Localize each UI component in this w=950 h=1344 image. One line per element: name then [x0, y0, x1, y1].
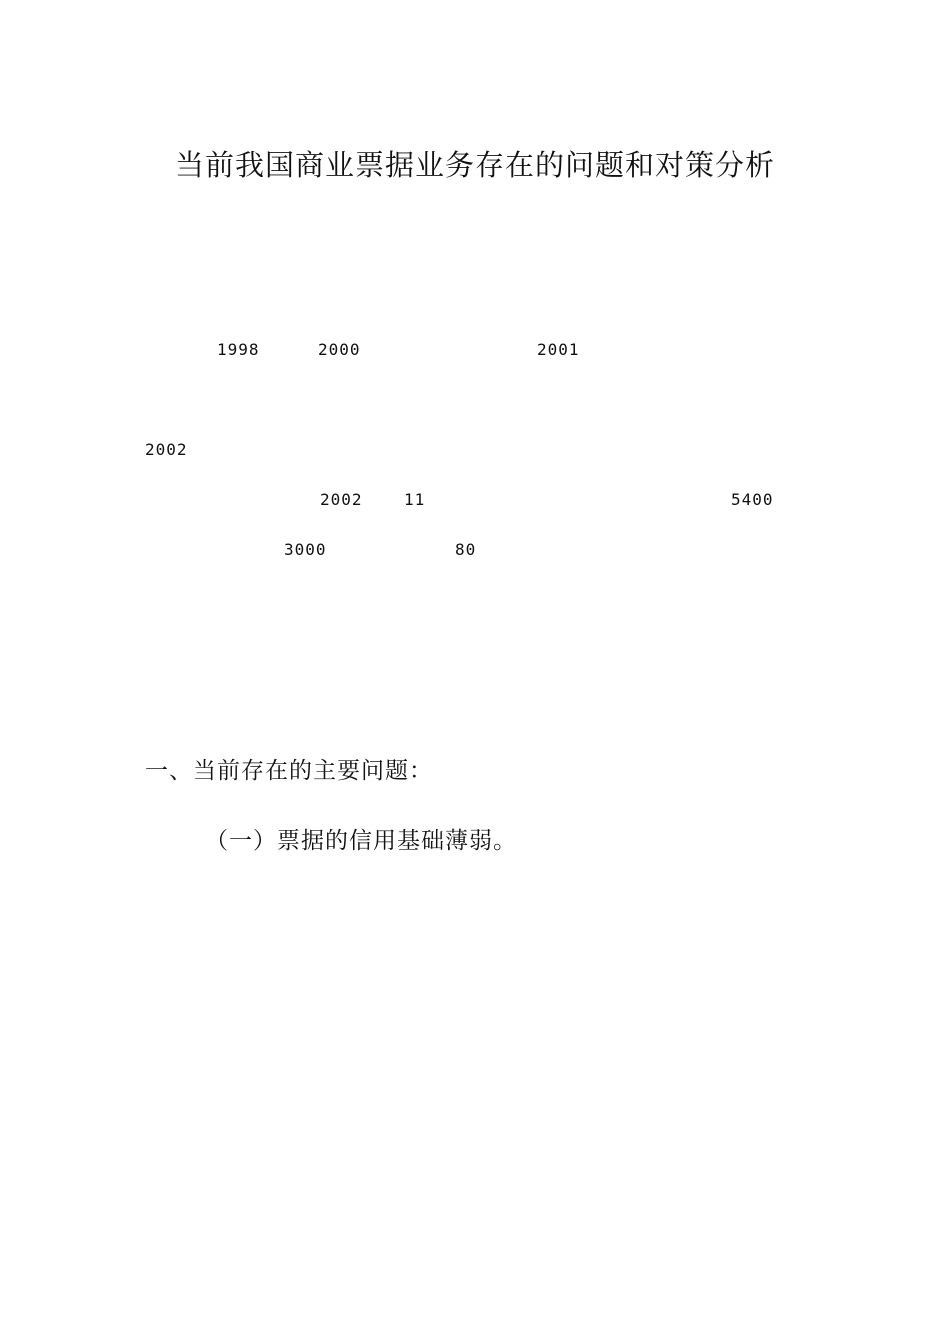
text-fragment: 2002: [320, 490, 363, 509]
text-fragment: 3000: [284, 540, 327, 559]
text-fragment: 11: [404, 490, 426, 509]
section-heading: 一、当前存在的主要问题：: [145, 758, 433, 784]
body-line-3: [0, 978, 950, 1002]
text-fragment: 5400: [731, 490, 774, 509]
intro-line-2: [0, 288, 950, 312]
text-fragment: 80: [455, 540, 477, 559]
intro-line-9: [0, 638, 950, 662]
text-fragment: 1998: [217, 340, 260, 359]
body-line-6: [0, 1128, 950, 1152]
intro-line-5: [0, 438, 950, 462]
intro-line-4: [0, 388, 950, 412]
intro-line-1: [0, 238, 950, 262]
body-line-2: [0, 928, 950, 952]
intro-line-7: [0, 538, 950, 562]
body-line-4: [0, 1028, 950, 1052]
intro-line-6: [0, 488, 950, 512]
intro-line-8: [0, 588, 950, 612]
text-fragment: 2002: [145, 440, 188, 459]
section-subheading: （一）票据的信用基础薄弱。: [205, 828, 517, 854]
body-line-5: [0, 1078, 950, 1102]
body-line-1: [0, 878, 950, 902]
intro-line-3: [0, 338, 950, 362]
intro-line-10: [0, 688, 950, 712]
text-fragment: 2000: [318, 340, 361, 359]
document-title: 当前我国商业票据业务存在的问题和对策分析: [174, 148, 775, 182]
body-line-7: [0, 1178, 950, 1202]
text-fragment: 2001: [537, 340, 580, 359]
